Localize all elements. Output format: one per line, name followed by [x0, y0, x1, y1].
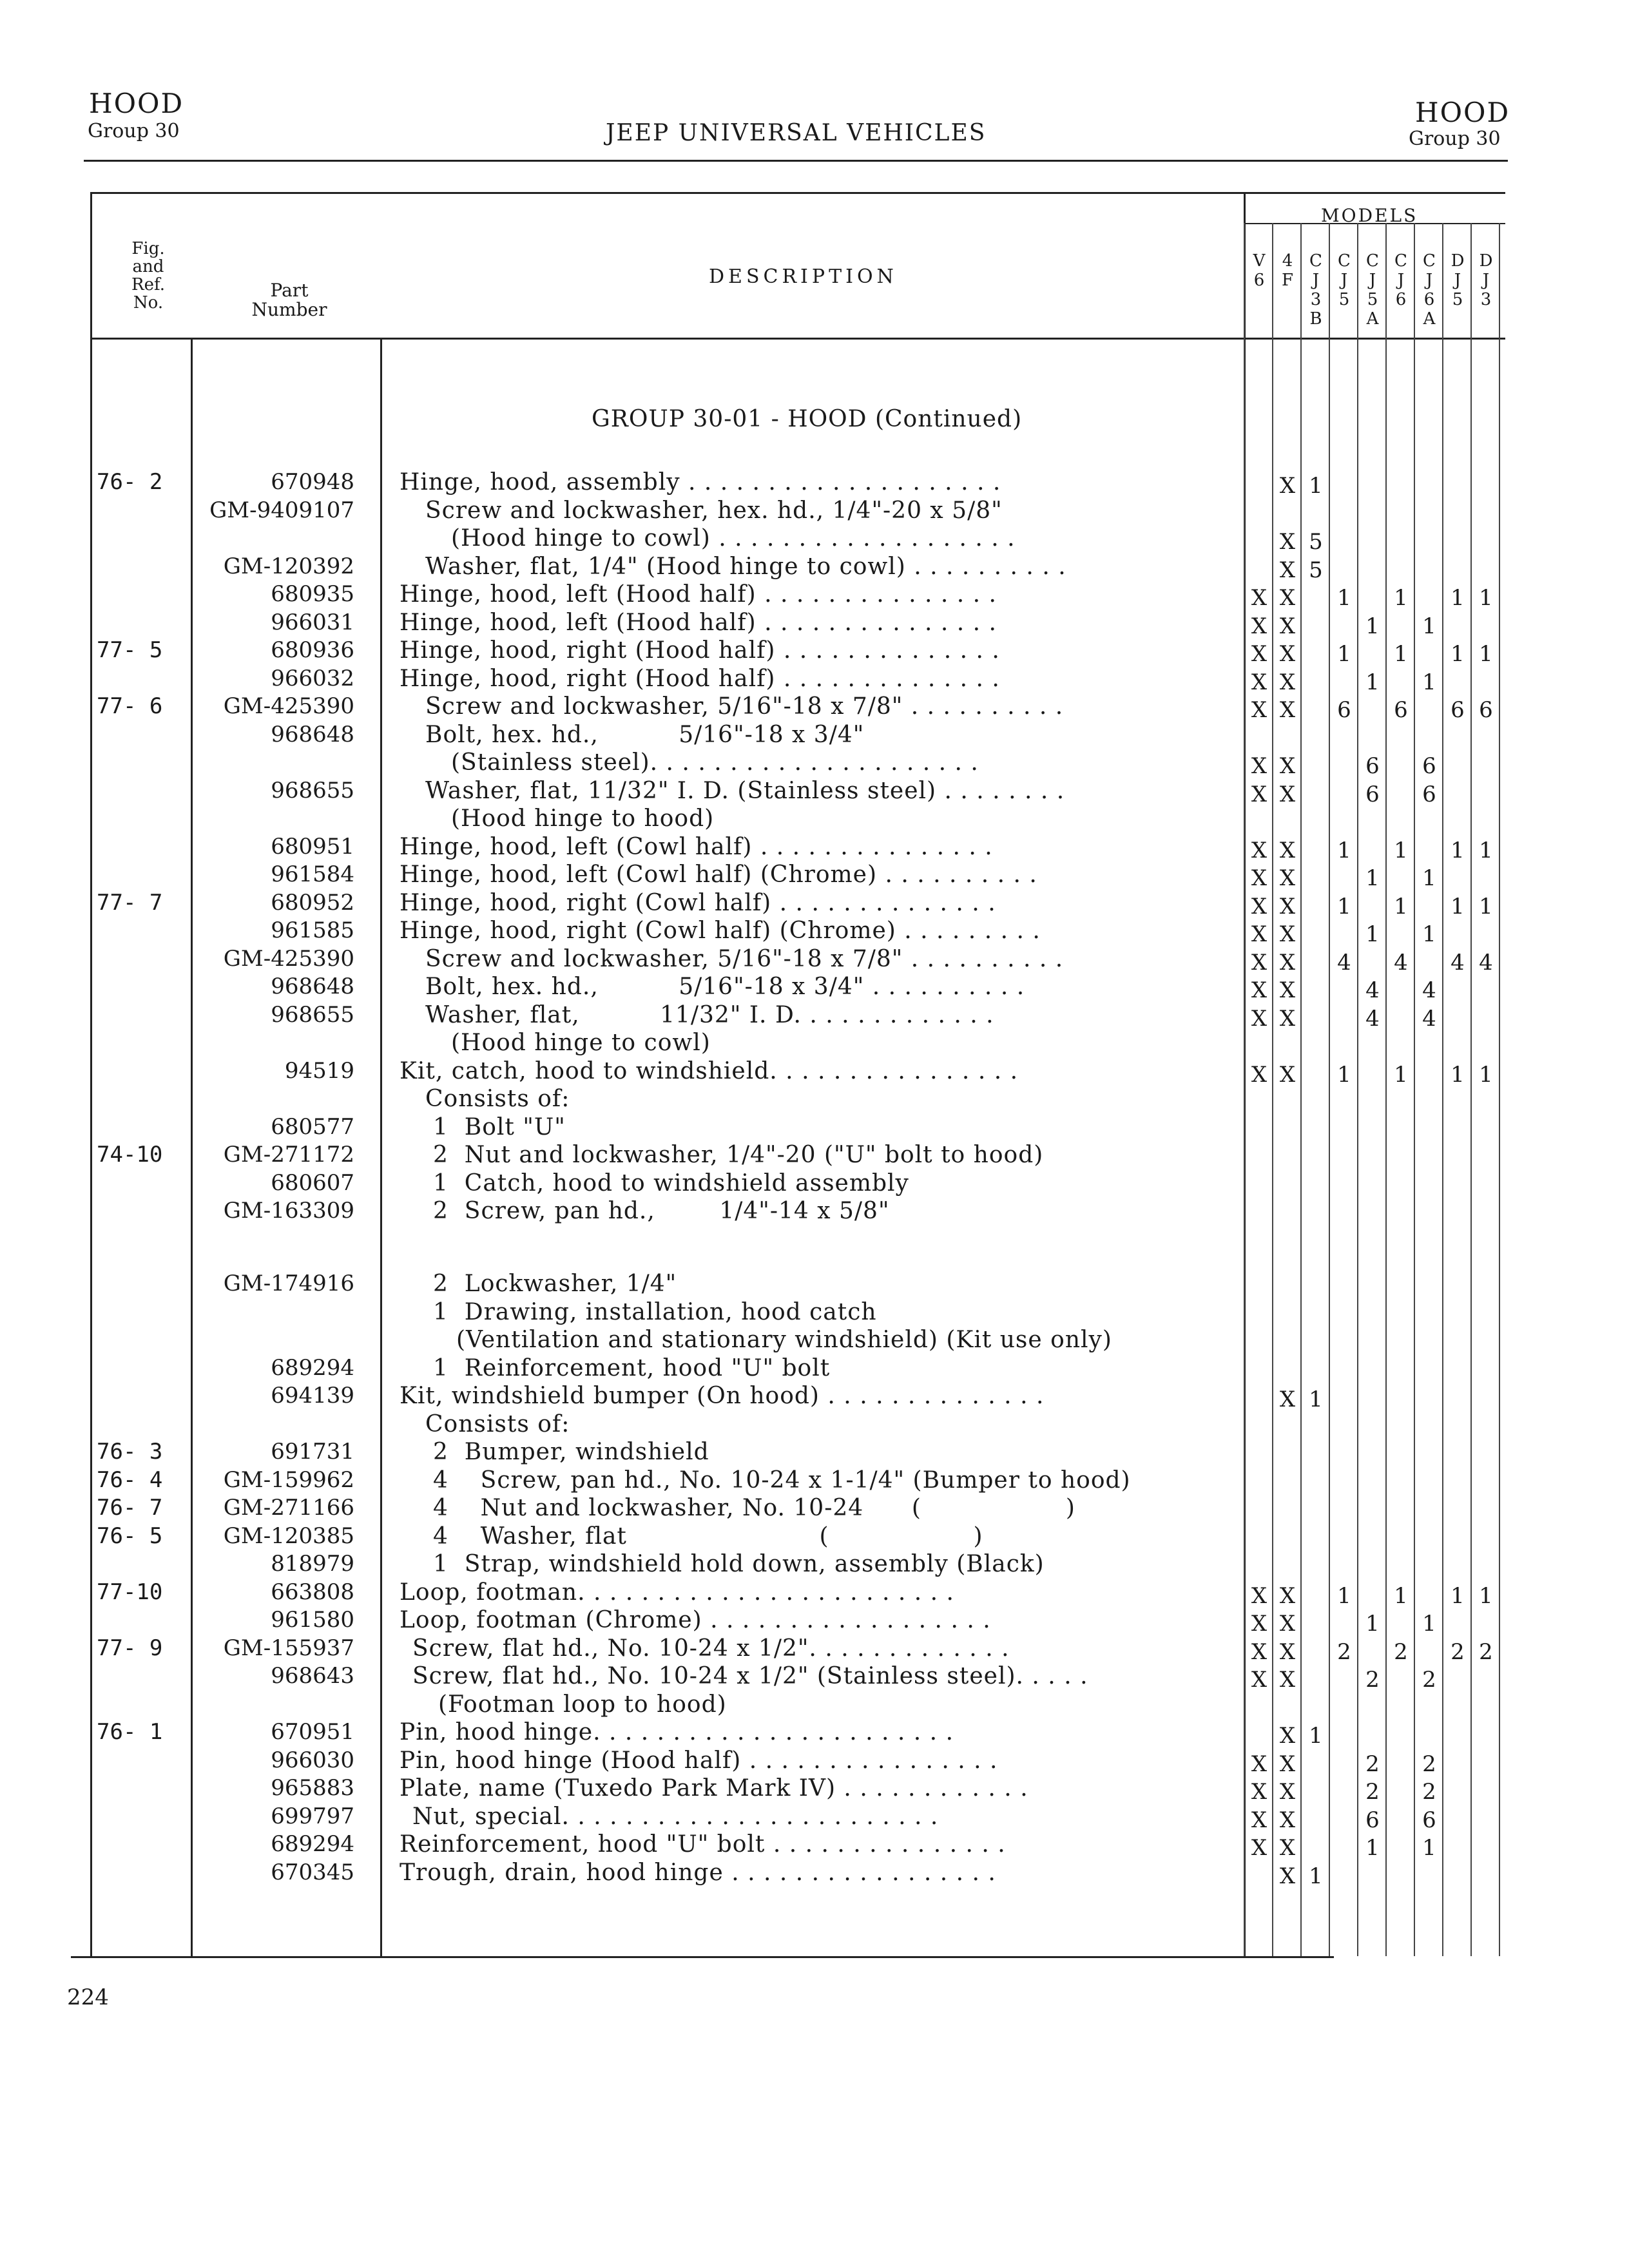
model-column-char: 6 [1395, 290, 1407, 309]
part-number: GM-9409107 [209, 497, 354, 523]
fig-ref-label-line: No. [133, 293, 164, 312]
model-usage-mark: 4 [1365, 977, 1380, 1003]
fig-ref-label-line: Fig. [131, 239, 165, 258]
fig-ref: 77- 9 [97, 1635, 163, 1661]
model-column-char: 5 [1452, 290, 1463, 309]
part-number: GM-425390 [223, 945, 354, 972]
description-header: DESCRIPTION [709, 265, 898, 288]
model-usage-mark: 1 [1394, 1582, 1408, 1609]
model-usage-mark: X [1251, 837, 1268, 863]
part-number: GM-174916 [223, 1271, 354, 1296]
model-usage-mark: 1 [1451, 893, 1465, 919]
model-usage-mark: 1 [1394, 585, 1408, 611]
model-usage-mark: 1 [1422, 865, 1436, 891]
part-number: 680951 [271, 833, 354, 860]
model-column-header [1387, 251, 1415, 309]
part-description: Hinge, hood, left (Hood half) . . . . . . . . . . . . . . . [400, 581, 997, 608]
model-usage-mark: 1 [1394, 837, 1408, 863]
model-usage-mark: 5 [1309, 557, 1323, 583]
part-description: 1 Catch, hood to windshield assembly [433, 1169, 909, 1196]
model-usage-mark: X [1279, 641, 1296, 667]
model-usage-mark: 1 [1479, 585, 1493, 611]
part-description: Nut, special. . . . . . . . . . . . . . . . . . . . . . . . [412, 1803, 939, 1830]
part-number: 968655 [271, 1001, 354, 1028]
model-usage-mark: 2 [1422, 1779, 1436, 1805]
part-description: Hinge, hood, left (Cowl half) (Chrome) . . . . . . . . . . [400, 861, 1037, 888]
part-number: 961580 [271, 1607, 354, 1633]
part-number: GM-163309 [223, 1198, 354, 1224]
model-usage-mark: 2 [1479, 1639, 1493, 1665]
header-left-title: HOOD [89, 88, 184, 119]
model-column-header [1302, 251, 1330, 329]
model-usage-mark: 1 [1451, 1582, 1465, 1609]
model-usage-mark: X [1279, 921, 1296, 947]
model-usage-mark: 2 [1451, 1639, 1465, 1665]
model-column-char: C [1309, 251, 1322, 271]
model-usage-mark: 4 [1365, 1005, 1380, 1032]
model-usage-mark: 1 [1365, 1611, 1380, 1637]
part-number: 670345 [271, 1859, 354, 1885]
model-usage-mark: 1 [1422, 1611, 1436, 1637]
model-usage-mark: 1 [1451, 585, 1465, 611]
model-column-header [1472, 251, 1500, 309]
part-description: Kit, windshield bumper (On hood) . . . . . . . . . . . . . . [400, 1383, 1045, 1409]
model-usage-mark: X [1251, 893, 1268, 919]
part-description: Hinge, hood, right (Cowl half) (Chrome) . . . . . . . . . [400, 918, 1041, 944]
model-usage-mark: 4 [1479, 949, 1493, 975]
part-description: 4 Screw, pan hd., No. 10-24 x 1-1/4" (Bumper to hood) [433, 1466, 1131, 1494]
model-usage-mark: X [1251, 1751, 1268, 1777]
model-column-char: J [1340, 271, 1348, 290]
model-column-char: D [1451, 251, 1465, 271]
model-usage-mark: 1 [1451, 641, 1465, 667]
model-usage-mark: 2 [1365, 1751, 1380, 1777]
model-usage-mark: 1 [1479, 837, 1493, 863]
part-number: 670951 [271, 1719, 354, 1745]
fig-ref-label-line: and [132, 257, 164, 276]
part-number: 670948 [271, 469, 354, 495]
part-description: Plate, name (Tuxedo Park Mark IV) . . . . . . . . . . . . [400, 1775, 1028, 1802]
model-usage-mark: 6 [1394, 697, 1408, 723]
model-usage-mark: X [1279, 781, 1296, 807]
model-usage-mark: X [1251, 613, 1268, 639]
model-usage-mark: 1 [1337, 1061, 1351, 1088]
model-usage-mark: X [1251, 1667, 1268, 1693]
model-usage-mark: 1 [1337, 641, 1351, 667]
part-number: GM-425390 [223, 693, 354, 719]
model-usage-mark: X [1279, 1387, 1296, 1412]
model-usage-mark: 4 [1422, 977, 1436, 1003]
model-column-char: C [1366, 251, 1379, 271]
model-usage-mark: 2 [1422, 1751, 1436, 1777]
part-description: Hinge, hood, right (Hood half) . . . . . . . . . . . . . . [400, 665, 1000, 692]
model-column-char: A [1423, 309, 1436, 329]
part-description: Screw and lockwasher, hex. hd., 1/4"-20 x 5/8" [425, 497, 1003, 524]
part-number: 689294 [271, 1831, 354, 1857]
model-usage-mark: X [1251, 865, 1268, 891]
part-description: 2 Bumper, windshield [433, 1439, 709, 1465]
model-column-header [1415, 251, 1443, 329]
model-usage-mark: X [1251, 1835, 1268, 1861]
part-description: (Hood hinge to hood) [451, 805, 715, 832]
fig-ref: 76- 1 [97, 1719, 163, 1745]
model-usage-mark: X [1279, 1639, 1296, 1665]
model-column-char: 5 [1338, 290, 1350, 309]
model-usage-mark: 2 [1365, 1779, 1380, 1805]
model-usage-mark: X [1251, 977, 1268, 1003]
models-header: MODELS [1321, 205, 1418, 226]
model-column-char: C [1394, 251, 1407, 271]
model-usage-mark: X [1279, 865, 1296, 891]
model-usage-mark: X [1279, 1667, 1296, 1693]
part-number: GM-271166 [223, 1495, 354, 1521]
part-description: Screw and lockwasher, 5/16"-18 x 7/8" . . . . . . . . . . [425, 945, 1064, 972]
model-column-char: C [1338, 251, 1351, 271]
model-usage-mark: 1 [1479, 1582, 1493, 1609]
part-number: 680936 [271, 637, 354, 663]
model-usage-mark: 1 [1422, 921, 1436, 947]
model-usage-mark: 4 [1422, 1005, 1436, 1032]
part-description: 4 Washer, flat ( ) [433, 1523, 983, 1550]
fig-ref: 77- 7 [97, 889, 163, 916]
model-usage-mark: 4 [1394, 949, 1408, 975]
part-description: (Ventilation and stationary windshield) (Kit use only) [456, 1327, 1112, 1353]
model-usage-mark: X [1251, 697, 1268, 723]
group-title: GROUP 30-01 - HOOD (Continued) [592, 406, 1023, 432]
fig-ref: 74-10 [97, 1142, 163, 1168]
fig-ref-header [122, 240, 174, 312]
model-column-rule [1244, 223, 1245, 1956]
part-description: Hinge, hood, assembly . . . . . . . . . . . . . . . . . . . . [400, 469, 1001, 495]
model-column-char: 3 [1310, 290, 1322, 309]
model-usage-mark: 1 [1337, 585, 1351, 611]
model-column-char: 4 [1282, 251, 1293, 271]
model-usage-mark: X [1279, 1005, 1296, 1032]
part-number: GM-159962 [223, 1466, 354, 1493]
part-number: 680607 [271, 1169, 354, 1196]
table-rule [380, 338, 382, 1957]
model-column-char: J [1454, 271, 1461, 290]
header-right-group: Group 30 [1409, 128, 1501, 150]
part-number: GM-120385 [223, 1523, 354, 1549]
part-description: Bolt, hex. hd., 5/16"-18 x 3/4" . . . . . . . . . . [425, 974, 1025, 1000]
part-description: (Stainless steel). . . . . . . . . . . . . . . . . . . . . [451, 749, 979, 776]
part-description: Screw, flat hd., No. 10-24 x 1/2" (Stainless steel). . . . . [412, 1663, 1088, 1689]
model-usage-mark: 1 [1394, 641, 1408, 667]
model-column-char: 6 [1423, 290, 1435, 309]
model-column-rule [1499, 223, 1500, 1956]
model-usage-mark: 1 [1479, 893, 1493, 919]
model-usage-mark: 1 [1479, 641, 1493, 667]
fig-ref: 76- 3 [97, 1439, 163, 1465]
model-usage-mark: 2 [1422, 1667, 1436, 1693]
model-column-header [1358, 251, 1387, 329]
model-usage-mark: X [1279, 557, 1296, 583]
model-usage-mark: 2 [1337, 1639, 1351, 1665]
model-column-header [1273, 251, 1302, 290]
part-number: 968655 [271, 777, 354, 803]
model-usage-mark: X [1251, 1807, 1268, 1833]
fig-ref: 77- 5 [97, 637, 163, 663]
model-usage-mark: 1 [1365, 669, 1380, 695]
model-column-char: V [1253, 251, 1266, 271]
model-usage-mark: X [1251, 641, 1268, 667]
model-usage-mark: 1 [1365, 921, 1380, 947]
model-column-rule [1470, 223, 1472, 1956]
model-usage-mark: 1 [1365, 1835, 1380, 1861]
model-usage-mark: 1 [1422, 669, 1436, 695]
model-column-char: J [1397, 271, 1405, 290]
part-number: 680935 [271, 581, 354, 607]
model-usage-mark: X [1251, 1611, 1268, 1637]
model-usage-mark: X [1251, 949, 1268, 975]
part-number: 961585 [271, 918, 354, 943]
model-usage-mark: 4 [1337, 949, 1351, 975]
model-usage-mark: 6 [1422, 753, 1436, 779]
part-number: 680577 [271, 1113, 354, 1140]
model-usage-mark: X [1279, 1061, 1296, 1088]
part-description: 1 Bolt "U" [433, 1113, 566, 1140]
model-usage-mark: X [1251, 921, 1268, 947]
model-column-char: F [1281, 271, 1294, 290]
model-column-char: D [1479, 251, 1493, 271]
model-usage-mark: X [1251, 1005, 1268, 1032]
model-column-rule [1385, 223, 1387, 1956]
page-number: 224 [67, 1984, 109, 2010]
part-number-header [241, 281, 338, 320]
model-usage-mark: X [1251, 753, 1268, 779]
model-column-rule [1442, 223, 1443, 1956]
part-number: 968643 [271, 1663, 354, 1689]
model-usage-mark: X [1251, 585, 1268, 611]
part-number: 689294 [271, 1354, 354, 1381]
part-description: Trough, drain, hood hinge . . . . . . . . . . . . . . . . . [400, 1859, 996, 1886]
part-description: Washer, flat, 11/32" I. D. . . . . . . . . . . . . [425, 1001, 994, 1028]
model-usage-mark: 6 [1422, 1807, 1436, 1833]
model-usage-mark: 1 [1309, 1387, 1323, 1412]
model-usage-mark: X [1279, 669, 1296, 695]
part-number: GM-155937 [223, 1635, 354, 1661]
model-usage-mark: X [1279, 1611, 1296, 1637]
model-column-char: 5 [1367, 290, 1378, 309]
part-number: 699797 [271, 1803, 354, 1829]
model-usage-mark: X [1279, 977, 1296, 1003]
table-rule [71, 1956, 1334, 1958]
part-description: (Hood hinge to cowl) . . . . . . . . . . . . . . . . . . . [451, 525, 1016, 552]
model-column-char: A [1366, 309, 1379, 329]
part-description: Loop, footman (Chrome) . . . . . . . . . . . . . . . . . . [400, 1607, 991, 1633]
part-description: (Hood hinge to cowl) [451, 1030, 711, 1056]
part-description: Consists of: [425, 1410, 570, 1437]
model-column-char: 6 [1253, 271, 1265, 290]
model-usage-mark: 1 [1451, 1061, 1465, 1088]
model-usage-mark: X [1279, 473, 1296, 499]
part-number: 968648 [271, 974, 354, 999]
model-usage-mark: 1 [1451, 837, 1465, 863]
fig-ref: 76- 5 [97, 1523, 163, 1549]
model-usage-mark: 6 [1451, 697, 1465, 723]
part-description: Hinge, hood, left (Hood half) . . . . . . . . . . . . . . . [400, 609, 997, 636]
part-number: 966030 [271, 1747, 354, 1773]
model-usage-mark: 6 [1365, 1807, 1380, 1833]
part-number-label-line: Number [251, 299, 327, 320]
header-center-title: JEEP UNIVERSAL VEHICLES [606, 120, 987, 146]
model-usage-mark: X [1251, 1061, 1268, 1088]
model-usage-mark: X [1279, 837, 1296, 863]
part-number: 694139 [271, 1383, 354, 1408]
model-usage-mark: 2 [1394, 1639, 1408, 1665]
fig-ref-label-line: Ref. [131, 275, 165, 294]
model-column-char: C [1423, 251, 1436, 271]
model-usage-mark: 1 [1337, 837, 1351, 863]
model-usage-mark: X [1251, 781, 1268, 807]
model-column-header [1443, 251, 1472, 309]
part-description: 4 Nut and lockwasher, No. 10-24 ( ) [433, 1495, 1075, 1521]
part-number: 965883 [271, 1775, 354, 1801]
model-usage-mark: X [1279, 1582, 1296, 1609]
part-description: Hinge, hood, right (Hood half) . . . . . . . . . . . . . . [400, 637, 1000, 664]
part-number: 663808 [271, 1579, 354, 1605]
model-usage-mark: 1 [1422, 1835, 1436, 1861]
model-usage-mark: 6 [1337, 697, 1351, 723]
header-left-group: Group 30 [88, 120, 180, 142]
model-usage-mark: 6 [1479, 697, 1493, 723]
model-usage-mark: 1 [1365, 865, 1380, 891]
model-column-char: B [1309, 309, 1322, 329]
part-description: Screw, flat hd., No. 10-24 x 1/2". . . . . . . . . . . . . [412, 1635, 1010, 1662]
part-number: 961584 [271, 861, 354, 887]
part-description: Screw and lockwasher, 5/16"-18 x 7/8" . . . . . . . . . . [425, 693, 1064, 720]
part-description: Pin, hood hinge. . . . . . . . . . . . . . . . . . . . . . . [400, 1719, 954, 1745]
model-column-char: 3 [1480, 290, 1492, 309]
model-usage-mark: X [1279, 893, 1296, 919]
model-usage-mark: X [1251, 669, 1268, 695]
part-number: GM-271172 [223, 1142, 354, 1168]
model-usage-mark: 1 [1337, 1582, 1351, 1609]
part-number: 966031 [271, 609, 354, 635]
model-usage-mark: 1 [1309, 1863, 1323, 1889]
table-rule [90, 192, 1505, 194]
part-description: 1 Drawing, installation, hood catch [433, 1298, 877, 1325]
model-column-char: J [1369, 271, 1376, 290]
part-number: 94519 [284, 1057, 354, 1084]
model-usage-mark: 1 [1309, 473, 1323, 499]
model-usage-mark: X [1279, 613, 1296, 639]
part-number-label-line: Part [270, 280, 309, 301]
table-rule [90, 192, 92, 1957]
model-usage-mark: 1 [1309, 1723, 1323, 1749]
model-usage-mark: 6 [1365, 753, 1380, 779]
part-description: Washer, flat, 1/4" (Hood hinge to cowl) . . . . . . . . . . [425, 553, 1066, 580]
part-description: Kit, catch, hood to windshield. . . . . . . . . . . . . . . . [400, 1057, 1019, 1084]
model-usage-mark: X [1279, 1751, 1296, 1777]
model-column-char: J [1312, 271, 1320, 290]
model-usage-mark: 1 [1337, 893, 1351, 919]
model-usage-mark: X [1279, 1835, 1296, 1861]
part-description: Hinge, hood, left (Cowl half) . . . . . . . . . . . . . . . [400, 833, 993, 860]
part-description: Pin, hood hinge (Hood half) . . . . . . . . . . . . . . . . [400, 1747, 998, 1774]
table-rule [90, 338, 1505, 340]
model-usage-mark: 6 [1365, 781, 1380, 807]
model-column-char: J [1482, 271, 1490, 290]
part-description: 2 Nut and lockwasher, 1/4"-20 ("U" bolt to hood) [433, 1142, 1044, 1168]
part-number: 818979 [271, 1551, 354, 1577]
model-usage-mark: 1 [1479, 1061, 1493, 1088]
model-usage-mark: X [1279, 949, 1296, 975]
part-description: 2 Screw, pan hd., 1/4"-14 x 5/8" [433, 1198, 890, 1224]
model-usage-mark: 1 [1365, 613, 1380, 639]
part-description: Loop, footman. . . . . . . . . . . . . . . . . . . . . . . . [400, 1579, 954, 1606]
model-usage-mark: X [1279, 529, 1296, 555]
model-column-header [1330, 251, 1358, 309]
fig-ref: 76- 4 [97, 1466, 163, 1493]
part-description: 2 Lockwasher, 1/4" [433, 1271, 677, 1297]
model-usage-mark: 1 [1422, 613, 1436, 639]
model-usage-mark: 1 [1394, 893, 1408, 919]
fig-ref: 76- 2 [97, 469, 163, 495]
model-usage-mark: X [1279, 1779, 1296, 1805]
part-number: 691731 [271, 1439, 354, 1465]
model-usage-mark: 1 [1394, 1061, 1408, 1088]
model-usage-mark: X [1251, 1639, 1268, 1665]
model-usage-mark: X [1279, 753, 1296, 779]
fig-ref: 76- 7 [97, 1495, 163, 1521]
model-column-rule [1414, 223, 1415, 1956]
model-usage-mark: 4 [1451, 949, 1465, 975]
header-right-title: HOOD [1415, 97, 1510, 128]
part-description: 1 Reinforcement, hood "U" bolt [433, 1354, 831, 1381]
part-number: 680952 [271, 889, 354, 916]
part-description: Hinge, hood, right (Cowl half) . . . . . . . . . . . . . . [400, 889, 996, 916]
part-description: (Footman loop to hood) [438, 1691, 727, 1718]
model-usage-mark: X [1279, 1863, 1296, 1889]
part-description: Reinforcement, hood "U" bolt . . . . . . . . . . . . . . . [400, 1831, 1006, 1858]
model-usage-mark: X [1251, 1582, 1268, 1609]
model-usage-mark: X [1251, 1779, 1268, 1805]
model-usage-mark: X [1279, 1723, 1296, 1749]
model-column-char: J [1425, 271, 1433, 290]
model-column-header [1245, 251, 1273, 290]
model-usage-mark: X [1279, 585, 1296, 611]
fig-ref: 77- 6 [97, 693, 163, 719]
model-usage-mark: 6 [1422, 781, 1436, 807]
model-usage-mark: 5 [1309, 529, 1323, 555]
part-description: Washer, flat, 11/32" I. D. (Stainless steel) . . . . . . . . [425, 777, 1065, 804]
part-number: 968648 [271, 721, 354, 747]
header-rule [84, 160, 1508, 162]
part-description: 1 Strap, windshield hold down, assembly (Black) [433, 1551, 1045, 1577]
part-description: Consists of: [425, 1086, 570, 1112]
model-usage-mark: X [1279, 1807, 1296, 1833]
fig-ref: 77-10 [97, 1579, 163, 1605]
part-description: Bolt, hex. hd., 5/16"-18 x 3/4" [425, 721, 865, 748]
model-column-rule [1357, 223, 1358, 1956]
model-usage-mark: X [1279, 697, 1296, 723]
part-number: GM-120392 [223, 553, 354, 579]
model-usage-mark: 2 [1365, 1667, 1380, 1693]
part-number: 966032 [271, 665, 354, 691]
